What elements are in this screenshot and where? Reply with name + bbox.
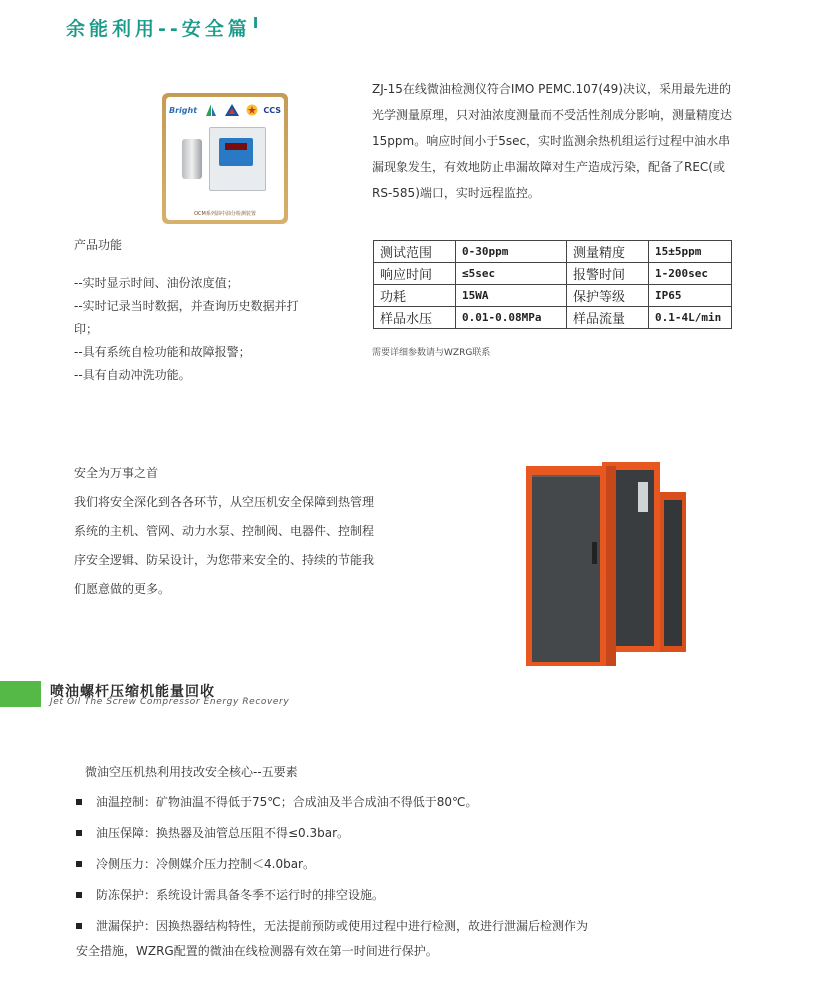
list-item (76, 848, 776, 879)
list-item-text: 冷侧压力：冷侧媒介压力控制＜4.0bar。 (96, 857, 315, 871)
oil-sensor (182, 139, 202, 179)
spec-key: 功耗 (374, 285, 456, 307)
function-item: --具有系统自检功能和故障报警； (74, 345, 251, 359)
intro-paragraph: ZJ-15在线微油检测仪符合IMO PEMC.107(49)决议，采用最先进的光学测量原理，只对油浓度测量而不受活性剂成分影响，测量精度达15ppm。响应时间小于5sec，实时监测余热机组运行过程中油水串漏现象发生，有效地防止串漏故障对生产造成污染，配备了REC(或RS-585)端口，实时远程监控。 (372, 82, 733, 200)
spec-key: 样品流量 (567, 307, 649, 329)
spec-key: 响应时间 (374, 263, 456, 285)
list-item (76, 817, 776, 848)
safety-section (74, 459, 384, 604)
function-item: --实时记录当时数据，并查询历史数据并打印； (74, 299, 299, 336)
bright-logo: Bright (169, 105, 198, 115)
spec-table (373, 240, 732, 329)
safety-heading: 安全为万事之首 (74, 466, 159, 480)
functions-label: 产品功能 (74, 238, 123, 252)
bullet-icon (76, 923, 82, 929)
bullet-icon (76, 861, 82, 867)
page-title-text: 余能利用--安全篇 (66, 18, 251, 40)
band-subtitle: Jet Oil The Screw Compressor Energy Recovery (50, 697, 290, 707)
spec-value: 0-30ppm (456, 241, 567, 263)
spec-key: 测试范围 (374, 241, 456, 263)
spec-note: 需要详细参数请与WZRG联系 (372, 348, 491, 358)
list-item-text: 油温控制：矿物油温不得低于75℃；合成油及半合成油不得低于80℃。 (96, 795, 478, 809)
table-row (374, 307, 732, 329)
section-band (0, 681, 41, 707)
spec-key: 保护等级 (567, 285, 649, 307)
core-heading: 微油空压机热利用技改安全核心--五要素 (85, 765, 298, 779)
sail-logo-icon (203, 102, 219, 118)
core-tail-text: 安全措施，WZRG配置的微油在线检测器有效在第一时间进行保护。 (76, 944, 438, 958)
table-row (374, 263, 732, 285)
spec-value: 15±5ppm (649, 241, 732, 263)
list-item-text: 油压保障：换热器及油管总压阻不得≤0.3bar。 (96, 826, 350, 840)
bullet-icon (76, 799, 82, 805)
spec-value: 0.01-0.08MPa (456, 307, 567, 329)
core-list (76, 786, 776, 941)
band-title: 喷油螺杆压缩机能量回收 (50, 684, 215, 700)
spec-value: ≤5sec (456, 263, 567, 285)
triangle-logo-icon (224, 102, 240, 118)
function-item: --实时显示时间、油份浓度值； (74, 276, 239, 290)
page-title-mark: I (252, 14, 263, 32)
list-item (76, 910, 776, 941)
list-item (76, 879, 776, 910)
device-display-panel (219, 138, 253, 166)
bullet-icon (76, 830, 82, 836)
spec-key: 报警时间 (567, 263, 649, 285)
product-photo-inner (166, 97, 284, 220)
spec-value: 0.1-4L/min (649, 307, 732, 329)
safety-body: 我们将安全深化到各各环节，从空压机安全保障到热管理系统的主机、管网、动力水泵、控制阀、电器件、控制程序安全逻辑、防呆设计，为您带来安全的、持续的节能我们愿意做的更多。 (74, 495, 375, 596)
page-title (66, 14, 262, 41)
list-item-text: 泄漏保护：因换热器结构特性，无法提前预防或使用过程中进行检测，故进行泄漏后检测作为 (96, 919, 589, 933)
certification-logos (169, 99, 281, 121)
star-logo-icon (246, 104, 258, 116)
spec-value: IP65 (649, 285, 732, 307)
table-row (374, 285, 732, 307)
function-item: --具有自动冲洗功能。 (74, 368, 191, 382)
bullet-icon (76, 892, 82, 898)
spec-value: 1-200sec (649, 263, 732, 285)
recovery-cabinet-image (526, 462, 686, 668)
ccs-logo: CCS (263, 105, 281, 115)
product-caption: OCM系列油中油分检测装置 (194, 211, 256, 217)
spec-value: 15WA (456, 285, 567, 307)
device-led-readout (225, 143, 247, 150)
list-item-text: 防冻保护：系统设计需具备冬季不运行时的排空设施。 (96, 888, 385, 902)
product-photo (162, 93, 288, 224)
spec-key: 测量精度 (567, 241, 649, 263)
monitor-device (209, 127, 266, 191)
spec-key: 样品水压 (374, 307, 456, 329)
list-item (76, 786, 776, 817)
table-row (374, 241, 732, 263)
functions-list (74, 272, 314, 387)
